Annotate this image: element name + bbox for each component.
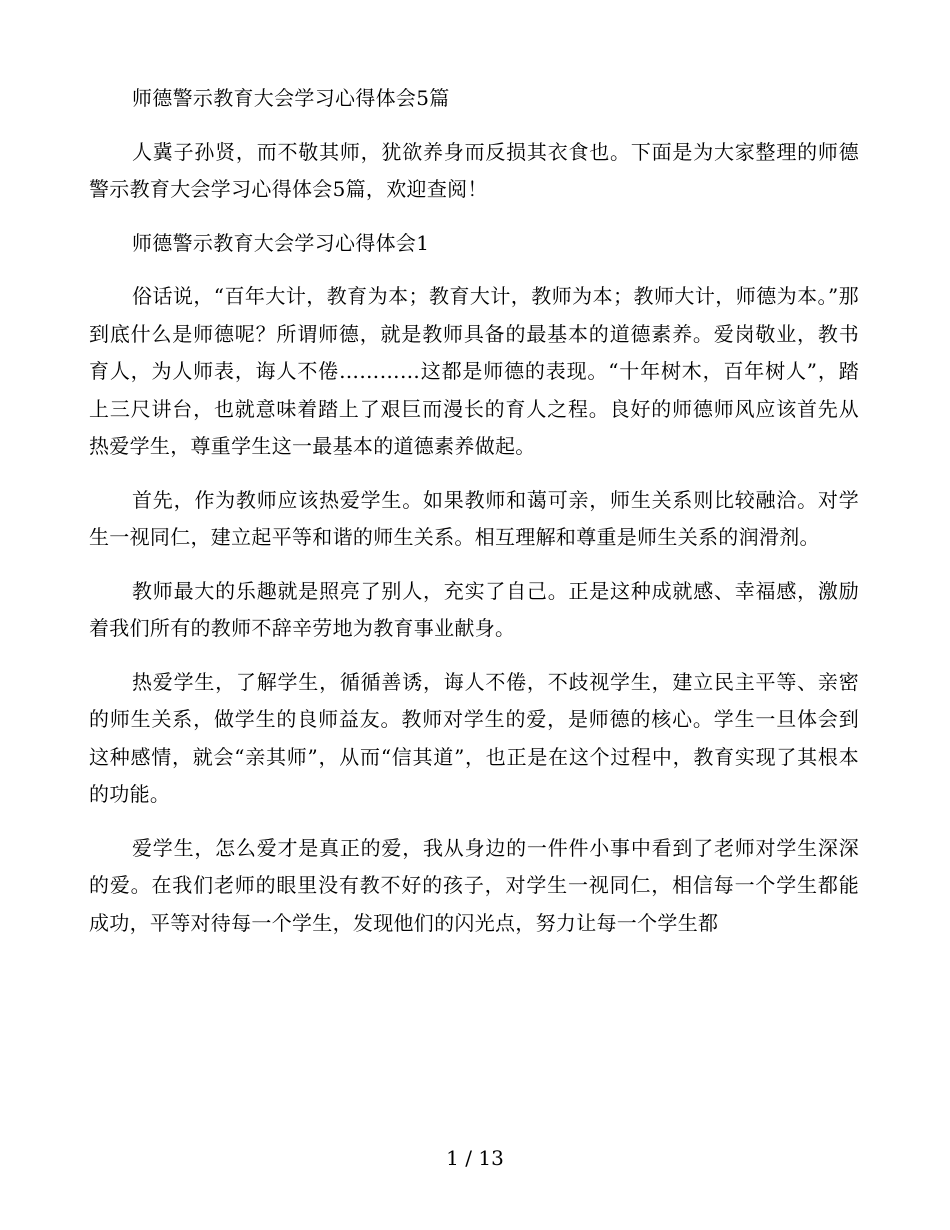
body-paragraph: 爱学生，怎么爱才是真正的爱，我从身边的一件件小事中看到了老师对学生深深的爱。在我们老师的眼里没有教不好的孩子，对学生一视同仁，相信每一个学生都能成功，平等对待每一个学生，发现他们的闪光点，努力让每一个学生都 — [89, 835, 859, 935]
page-number: 1 / 13 — [446, 1146, 504, 1170]
intro-paragraph: 人冀子孙贤，而不敬其师，犹欲养身而反损其衣食也。下面是为大家整理的师德警示教育大会学习心得体会5篇，欢迎查阅！ — [89, 139, 859, 201]
document-title: 师德警示教育大会学习心得体会5篇 — [132, 86, 450, 110]
document-body — [89, 80, 859, 942]
section-title: 师德警示教育大会学习心得体会1 — [132, 230, 430, 255]
body-paragraph: 教师最大的乐趣就是照亮了别人，充实了自己。正是这种成就感、幸福感，激励着我们所有的教师不辞辛劳地为教育事业献身。 — [89, 578, 859, 640]
body-paragraph: 俗话说，“百年大计，教育为本；教育大计，教师为本；教师大计，师德为本。”那到底什么是师德呢？所谓师德，就是教师具备的最基本的道德素养。爱岗敬业，教书育人，为人师表，诲人不倦…………这都是师德的表现。“十年树木，百年树人”，踏上三尺讲台，也就意味着踏上了艰巨而漫长的育人之程。良好的师德师风应该首先从热爱学生，尊重学生这一最基本的道德素养做起。 — [89, 284, 859, 458]
body-paragraph: 首先，作为教师应该热爱学生。如果教师和蔼可亲，师生关系则比较融洽。对学生一视同仁，建立起平等和谐的师生关系。相互理解和尊重是师生关系的润滑剂。 — [89, 487, 859, 549]
body-paragraph: 热爱学生，了解学生，循循善诱，诲人不倦，不歧视学生，建立民主平等、亲密的师生关系，做学生的良师益友。教师对学生的爱，是师德的核心。学生一旦体会到这种感情，就会“亲其师”，从而“信其道”，也正是在这个过程中，教育实现了其根本的功能。 — [89, 669, 859, 806]
